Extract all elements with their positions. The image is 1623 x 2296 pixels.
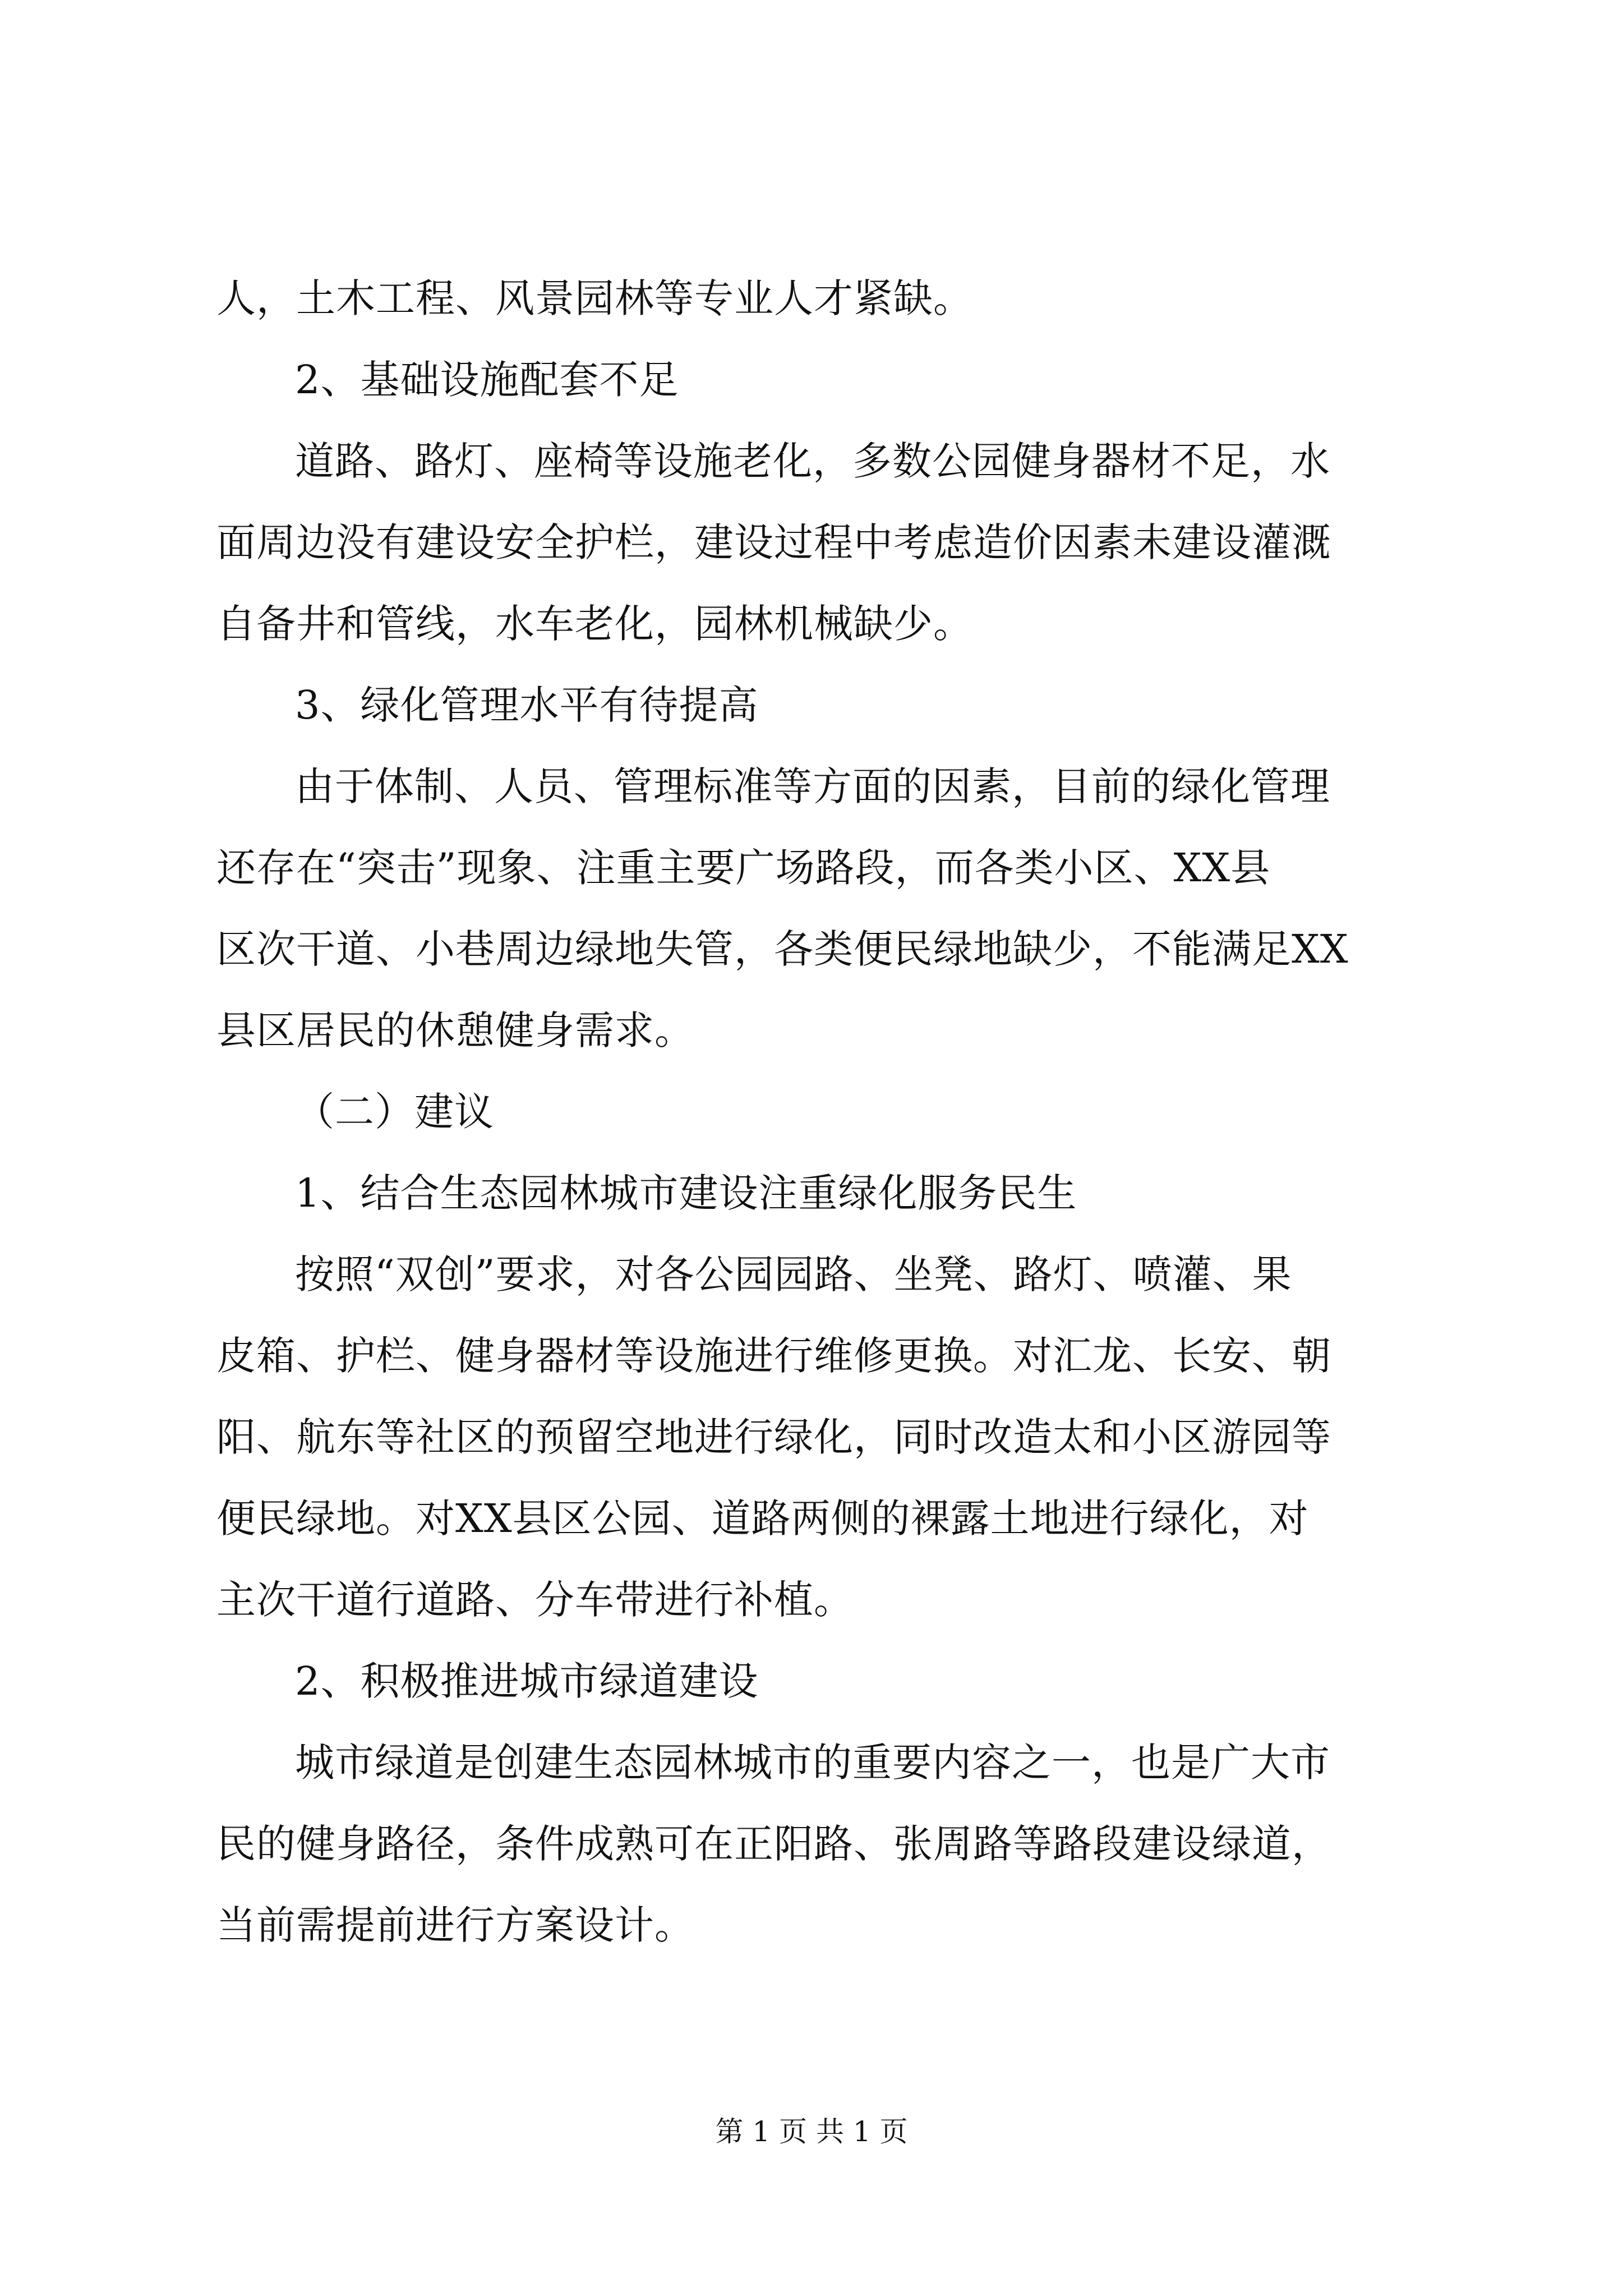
text-line: 区次干道、小巷周边绿地失管，各类便民绿地缺少，不能满足XX <box>216 926 1349 972</box>
text-line: 3、绿化管理水平有待提高 <box>295 682 759 728</box>
text-line: 2、积极推进城市绿道建设 <box>295 1658 759 1704</box>
text-line: （二）建议 <box>295 1089 494 1135</box>
text-line: 2、基础设施配套不足 <box>295 357 679 403</box>
text-line: 道路、路灯、座椅等设施老化，多数公园健身器材不足，水 <box>295 438 1330 484</box>
text-line: 县区居民的休憩健身需求。 <box>216 1007 694 1053</box>
text-line: 当前需提前进行方案设计。 <box>216 1902 694 1948</box>
text-line: 按照“双创”要求，对各公园园路、坐凳、路灯、喷灌、果 <box>295 1251 1292 1297</box>
text-line: 人，土木工程、风景园林等专业人才紧缺。 <box>216 275 973 321</box>
text-line: 自备井和管线，水车老化，园林机械缺少。 <box>216 601 973 647</box>
text-line: 由于体制、人员、管理标准等方面的因素，目前的绿化管理 <box>295 763 1330 809</box>
page-footer: 第 1 页 共 1 页 <box>715 2115 908 2148</box>
text-line: 皮箱、护栏、健身器材等设施进行维修更换。对汇龙、长安、朝 <box>216 1333 1331 1379</box>
text-line: 面周边没有建设安全护栏，建设过程中考虑造价因素未建设灌溉 <box>216 519 1331 565</box>
text-line: 还存在“突击”现象、注重主要广场路段，而各类小区、XX县 <box>216 845 1271 891</box>
text-line: 1、结合生态园林城市建设注重绿化服务民生 <box>295 1170 1077 1216</box>
text-line: 城市绿道是创建生态园林城市的重要内容之一，也是广大市 <box>295 1740 1330 1786</box>
text-line: 民的健身路径，条件成熟可在正阳路、张周路等路段建设绿道， <box>216 1821 1331 1867</box>
text-line: 便民绿地。对XX县区公园、道路两侧的裸露土地进行绿化，对 <box>216 1496 1309 1542</box>
text-line: 阳、航东等社区的预留空地进行绿化，同时改造太和小区游园等 <box>216 1414 1331 1460</box>
document-body <box>216 258 1417 1966</box>
text-line: 主次干道行道路、分车带进行补植。 <box>216 1577 854 1623</box>
